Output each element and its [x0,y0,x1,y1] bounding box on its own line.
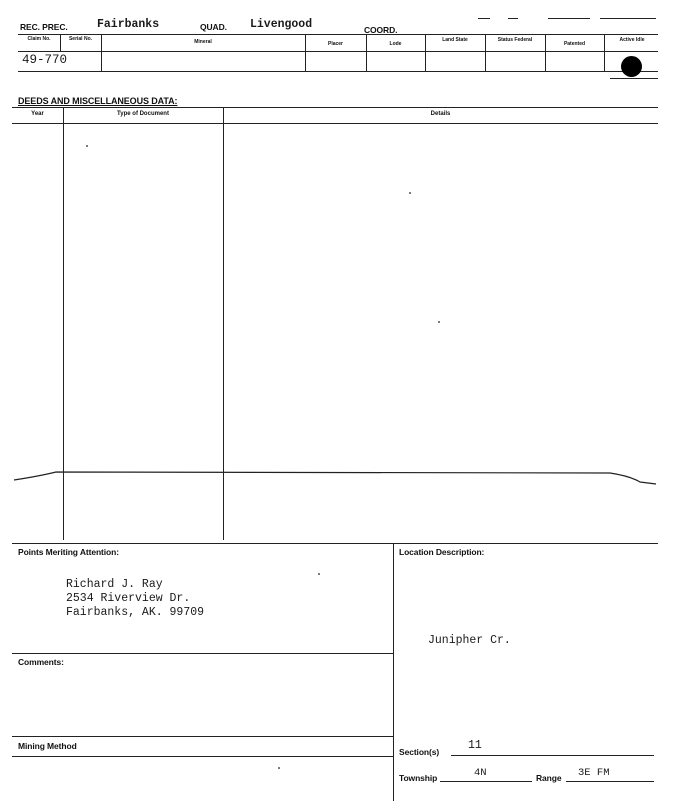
deeds-table-top-border [12,107,658,108]
sections-value: 11 [468,739,482,752]
range-underline [566,781,654,782]
mining-method-top-border [12,736,393,737]
col-header-type-of-document: Type of Document [117,111,169,117]
col-header-year: Year [31,111,44,117]
col-header-placer: Placer [327,41,343,47]
points-meriting-attention-label: Points Meriting Attention: [18,547,119,557]
township-value: 4N [474,767,487,779]
mining-method-underline [12,756,393,757]
coord-label: COORD. [364,25,398,35]
township-underline [440,781,532,782]
col-header-land-state: Land State [442,37,468,43]
col-header-serial-no: Serial No. [68,36,93,42]
bottom-section-divider [393,543,394,801]
mining-method-label: Mining Method [18,741,77,751]
claim-table-row-border [18,71,658,72]
header-dash [478,18,490,19]
rec-prec-value: Fairbanks [97,18,160,31]
header-dash [600,18,656,19]
speck [409,192,411,194]
claim-table-header-border [18,51,658,52]
deeds-section-title: DEEDS AND MISCELLANEOUS DATA: [18,96,178,106]
claim-col-divider [366,34,367,71]
active-status-filled-circle [621,56,642,77]
claim-table-top-border [18,34,658,35]
points-line-city: Fairbanks, AK. 99709 [66,606,205,619]
sections-underline [451,755,654,756]
rec-prec-label: REC. PREC. [20,22,68,32]
col-header-mineral: Mineral [194,39,212,45]
col-header-lode: Lode [389,41,402,47]
sections-label: Section(s) [399,747,440,757]
speck [438,321,440,323]
township-label: Township [399,773,438,783]
comments-label: Comments: [18,657,64,667]
speck [278,767,280,769]
deeds-table-header-border [12,123,658,124]
quad-label: QUAD. [200,22,227,32]
col-header-active-idle: Active Idle [619,37,645,43]
header-dash [548,18,590,19]
speck [86,145,88,147]
col-header-claim-no: Claim No. [27,36,51,42]
page-fold-crease [0,462,678,492]
col-header-patented: Patented [563,41,586,47]
location-description-value: Junipher Cr. [428,634,511,647]
speck [318,573,320,575]
points-line-name: Richard J. Ray [66,578,163,591]
bottom-section-top-border [12,543,658,544]
range-label: Range [536,773,562,783]
claim-col-divider [425,34,426,71]
header-dash [508,18,518,19]
points-line-street: 2534 Riverview Dr. [66,592,191,605]
claim-col-divider [305,34,306,71]
range-value: 3E FM [578,767,610,779]
claim-col-divider [485,34,486,71]
claim-col-divider [545,34,546,71]
claim-col-divider [604,34,605,71]
quad-value: Livengood [250,18,313,31]
col-header-status-federal: Status Federal [497,37,533,43]
claim-number-value: 49-770 [22,53,68,67]
col-header-details: Details [430,111,451,117]
location-description-label: Location Description: [399,547,485,557]
claim-table-tail-line [610,78,658,79]
comments-top-border [12,653,393,654]
